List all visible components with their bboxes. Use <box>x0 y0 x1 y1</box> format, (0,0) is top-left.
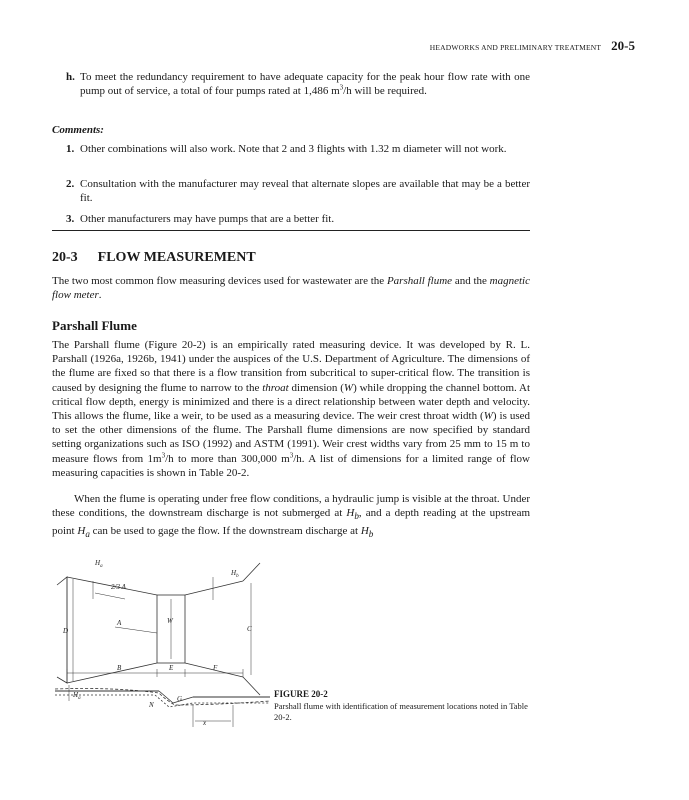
label-a: A <box>117 619 122 627</box>
label-b: B <box>117 664 122 672</box>
label-d: D <box>63 627 69 635</box>
parshall-flume-figure <box>55 555 270 730</box>
figure-label: FIGURE 20-2 <box>274 689 328 699</box>
section-intro: The two most common flow measuring devices used for wastewater are the Parshall flume and the magnetic flow meter. <box>52 275 530 302</box>
figure-caption <box>274 689 534 723</box>
section-divider <box>52 230 530 231</box>
comment-item-3: 3. Other manufacturers may have pumps that are a better fit. <box>66 213 335 225</box>
section-title: FLOW MEASUREMENT <box>97 250 256 265</box>
label-two-thirds-a: 2/3 A <box>111 583 126 591</box>
label-w: W <box>167 617 173 625</box>
comment-item-1: 1. Other combinations will also work. Note that 2 and 3 flights with 1.32 m diameter will not work. <box>66 143 507 155</box>
page-number: 20-5 <box>611 38 635 53</box>
label-c: C <box>247 625 252 633</box>
section-heading <box>52 250 256 266</box>
label-f: F <box>213 664 218 672</box>
label-e: E <box>169 664 174 672</box>
comments-label: Comments: <box>52 124 104 136</box>
comment-item-2: 2. Consultation with the manufacturer may reveal that alternate slopes are available that may be a better fit. <box>66 178 530 205</box>
label-g: G <box>177 695 183 703</box>
running-header <box>430 38 635 54</box>
section-number: 20-3 <box>52 250 78 265</box>
step-label: h. <box>66 71 75 83</box>
figure-caption-text: Parshall flume with identification of measurement locations noted in Table 20-2. <box>274 701 528 722</box>
label-x: x <box>203 719 207 727</box>
step-h: h. To meet the redundancy requirement to have adequate capacity for the peak hour flow rate with one pump out of service, a total of four pumps rated at 1,486 $m^3/h$ will be required. <box>66 71 530 98</box>
subsection-heading: Parshall Flume <box>52 318 137 333</box>
label-profile-ha: $H_a$ <box>73 691 81 701</box>
label-ha: $H_a$ <box>95 559 103 569</box>
running-title: HEADWORKS AND PRELIMINARY TREATMENT <box>429 43 602 52</box>
parshall-paragraph-1: The Parshall flume (Figure 20-2) is an empirically rated measuring device. It was developed by R. L. Parshall (1926a, 1926b, 1941) under the auspices of the U.S. Department of Agriculture. The dimensions of the flume are fixed so that there is a flow transition from subcritical to super-critical flow. The transition is caused by designing the flume to narrow to the throat dimension (W) while dropping the channel bottom. At critical flow depth, energy is minimized and there is a direct relationship between water depth and velocity. This allows the flume, like a weir, to be used as a measuring device. The weir crest throat width (W) is used to set the other dimensions of the flume. The Parshall flume dimensions are now specified by standard setting organizations such as ISO (1992) and ASTM (1991). Weir crest widths vary from 25 mm to 15 m to measure flows from $1m^3/h$ to more than 300,000 $m^3/h$. A list of dimensions for a limited range of flow measuring capacities is shown in Table 20-2. <box>52 339 530 479</box>
label-n: N <box>149 701 154 709</box>
parshall-paragraph-2: When the flume is operating under free flow conditions, a hydraulic jump is visible at the throat. Under these conditions, the downstream discharge is not submerged at $H_b$, and a depth reading at the upstream point $H_a$ can be used to gage the flow. If the downstream discharge at $H_b$ <box>52 493 531 539</box>
label-hb: $H_b$ <box>231 569 239 579</box>
flume-diagram <box>55 555 270 730</box>
